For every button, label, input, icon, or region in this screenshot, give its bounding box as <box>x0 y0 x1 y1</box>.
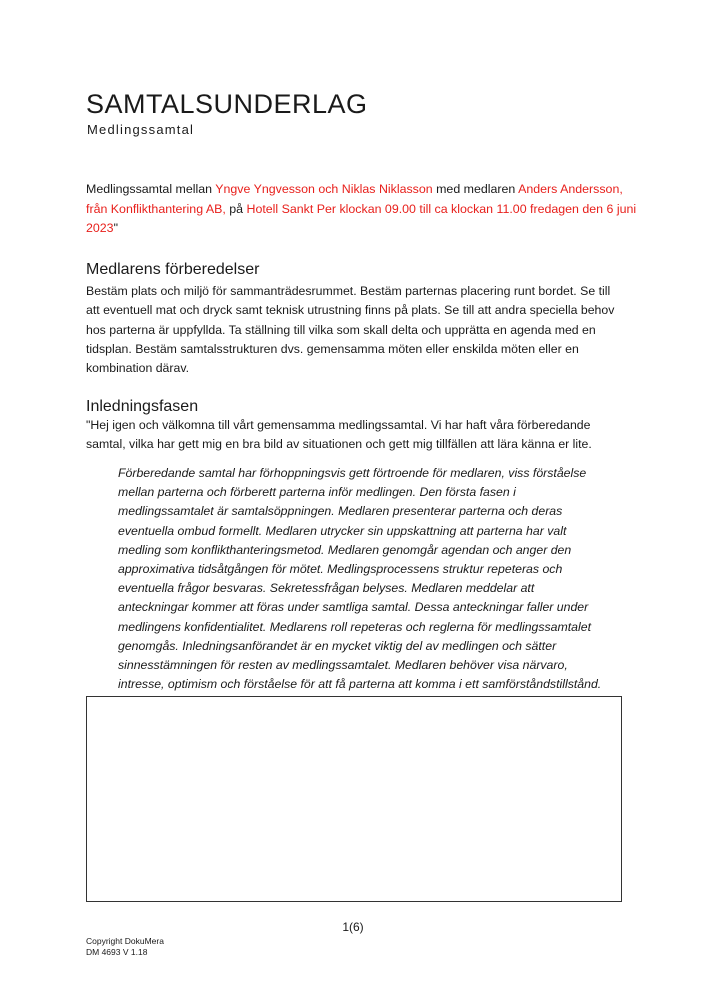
intro-paragraph <box>86 180 646 239</box>
intro-place-time: Hotell Sankt Per klockan 09.00 till ca klockan 11.00 fredagen den 6 juni 2023 <box>86 201 637 235</box>
intro-text-2: med medlaren <box>432 182 519 196</box>
preparations-text: Bestäm plats och miljö för sammanträdesrummet. Bestäm parternas placering runt bordet. Se till att eventuell mat och dryck samt teknisk utrustning finns på plats. Se till att andra speciella behov hos parterna är uppfyllda. Ta ställning till vilka som skall delta och upprätta en agenda med en tidsplan. Bestäm samtalsstrukturen dvs. gemensamma möten eller enskilda möten eller en kombination därav. <box>86 284 615 376</box>
intro-text-1: Medlingssamtal mellan <box>86 182 216 196</box>
document-title: SAMTALSUNDERLAG <box>86 89 368 119</box>
intro-parties: Yngve Yngvesson och Niklas Niklasson <box>215 182 433 196</box>
notes-box[interactable] <box>86 696 622 902</box>
intro-text-4: " <box>113 221 118 235</box>
opening-heading: Inledningsfasen <box>86 398 199 415</box>
document-subtitle: Medlingssamtal <box>87 122 195 137</box>
footer-copyright: Copyright DokuMera <box>86 936 164 946</box>
intro-text-3: på <box>225 201 247 216</box>
opening-speech-text: "Hej igen och välkomna till vårt gemensamma medlingssamtal. Vi har haft våra förberedande samtal, vilka har gett mig en bra bild av situationen och gett mig tillfällen att lära känna er lite. <box>86 418 592 452</box>
footer <box>86 936 164 958</box>
opening-guidance-text: Förberedande samtal har förhoppningsvis gett förtroende för medlaren, viss förståelse mellan parterna och förberett parterna inför medlingen. Den första fasen i medlingssamtalet är samtalsöppningen. Medlaren presenterar parterna och deras eventuella ombud formellt. Medlaren utrycker sin uppskattning att parterna har valt medling som konflikthanteringsmetod. Medlaren genomgår agendan och anger den approximativa tidsåtgången för mötet. Medlingsprocessens struktur repeteras och eventuella frågor besvaras. Sekretessfrågan belyses. Medlaren meddelar att anteckningar kommer att föras under samtliga samtal. Dessa anteckningar faller under medlingens konfidentialitet. Medlarens roll repeteras och reglerna för medlingssamtalet genomgås. Inledningsanförandet är en mycket viktig del av medlingen och sätter sinnesstämningen för resten av medlingssamtalet. Medlaren behöver visa närvaro, intresse, optimism och förståelse för att få parterna att komma i ett samförståndstillstånd. <box>118 466 602 692</box>
footer-doc-id: DM 4693 V 1.18 <box>86 947 148 957</box>
intro-mediator: Anders Andersson, från Konflikthantering AB, <box>86 182 623 216</box>
page-number: 1(6) <box>342 920 364 934</box>
preparations-heading: Medlarens förberedelser <box>86 261 260 278</box>
